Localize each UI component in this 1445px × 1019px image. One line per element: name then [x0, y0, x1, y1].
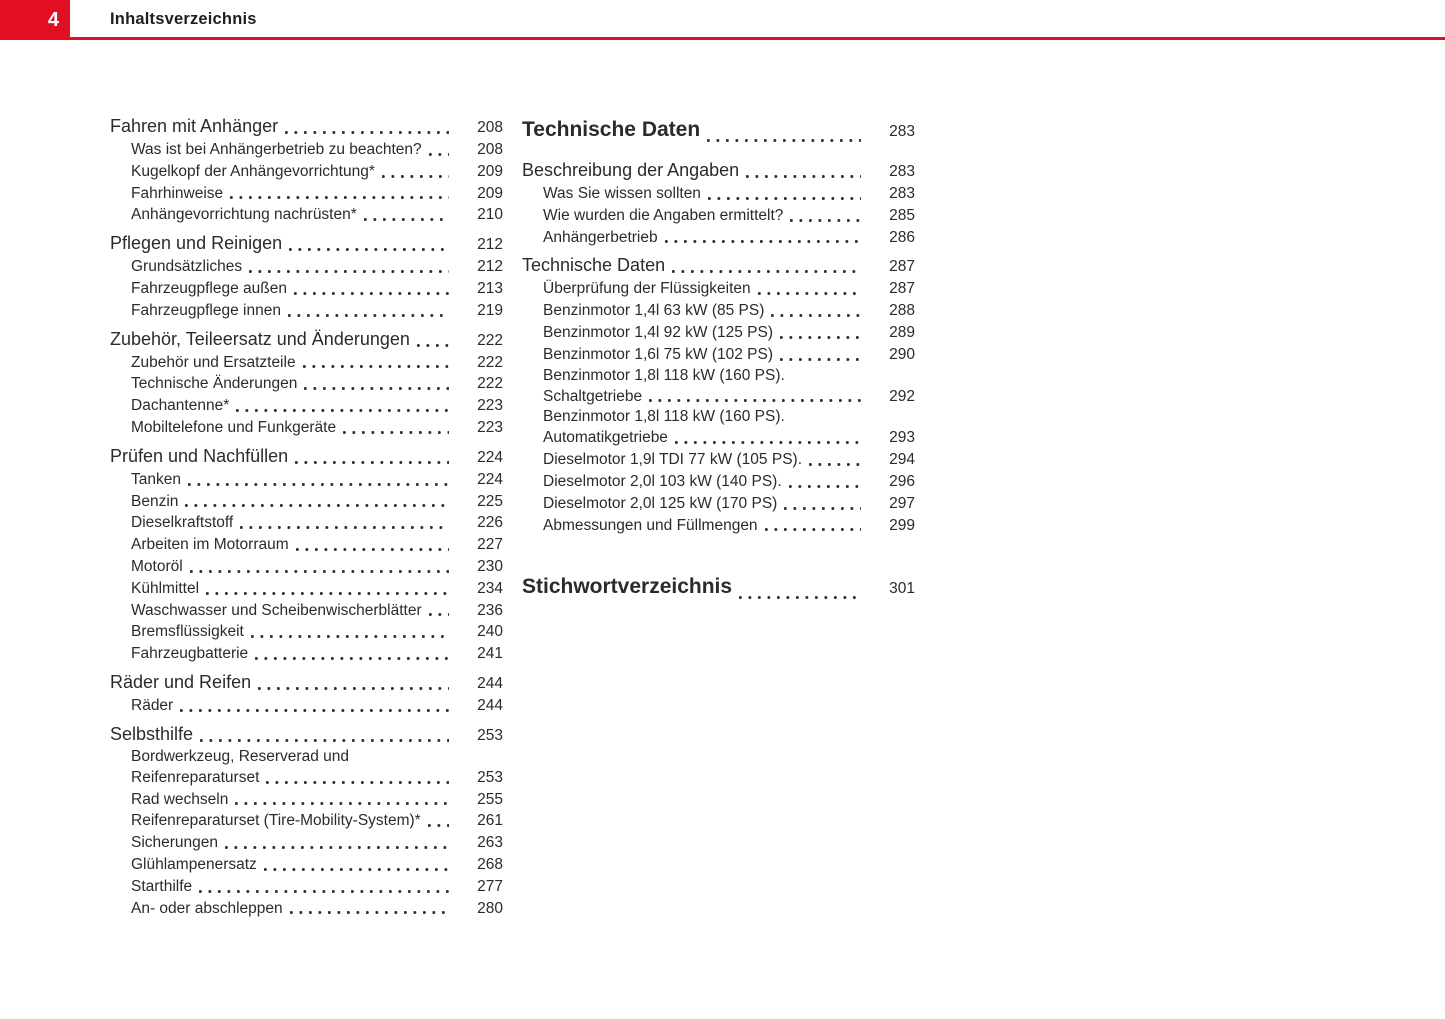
- toc-page-number: 223: [477, 397, 503, 415]
- toc-entry-row: [110, 469, 503, 491]
- toc-entry-row: [522, 471, 915, 493]
- dot-leader: [235, 789, 449, 811]
- dot-leader: [739, 572, 861, 604]
- dot-leader: [364, 204, 449, 226]
- toc-entry-row: [110, 898, 503, 920]
- dot-leader: [206, 578, 449, 600]
- dot-leader: [290, 898, 449, 920]
- toc-entry-row: [110, 491, 503, 513]
- toc-entry-row: [110, 534, 503, 556]
- toc-entry-label: Fahrhinweise: [131, 184, 224, 202]
- toc-entry-row: [110, 183, 503, 205]
- toc-right-column: [522, 115, 915, 919]
- toc-page-number: 283: [889, 185, 915, 202]
- toc-entry-row: [110, 810, 503, 832]
- toc-page-number: 210: [477, 206, 503, 224]
- toc-entry-row: [110, 600, 503, 622]
- toc-page-number: 297: [889, 494, 915, 512]
- toc-chapter-title: Stichwortverzeichnis: [522, 575, 733, 599]
- toc-page-number: 261: [477, 812, 503, 830]
- toc-page-number: 268: [477, 855, 503, 873]
- toc-entry-row: [522, 449, 915, 471]
- toc-page-number: 213: [477, 279, 503, 297]
- toc-entry-label: Fahrzeugbatterie: [131, 645, 249, 663]
- toc-page-number: 263: [477, 834, 503, 852]
- toc-page-number: 253: [477, 726, 503, 744]
- page-header: [0, 0, 1445, 40]
- toc-entry-label: Anhängevorrichtung nachrüsten*: [131, 206, 357, 224]
- toc-entry-row: [110, 512, 503, 534]
- page-title: Inhaltsverzeichnis: [110, 10, 257, 28]
- toc-entry-row: [110, 256, 503, 278]
- toc-page-number: 222: [477, 353, 503, 371]
- toc-entry-label: Benzinmotor 1,8l 118 kW (160 PS).: [543, 408, 785, 426]
- page-number: 4: [47, 8, 59, 31]
- dot-leader: [190, 556, 449, 578]
- toc-entry-row: [110, 643, 503, 665]
- toc-entry-label: Glühlampenersatz: [131, 855, 257, 873]
- dot-leader: [382, 161, 449, 183]
- dot-leader: [746, 159, 861, 183]
- toc-entry-row: [110, 373, 503, 395]
- dot-leader: [249, 256, 449, 278]
- toc-entry-label: Benzinmotor 1,6l 75 kW (102 PS): [543, 345, 774, 363]
- toc-section-title: Pflegen und Reinigen: [110, 233, 283, 254]
- dot-leader: [758, 278, 861, 300]
- toc-page-number: 227: [477, 536, 503, 554]
- toc-entry-label: Benzin: [131, 492, 179, 510]
- toc-page-number: 208: [477, 119, 503, 136]
- dot-leader: [780, 344, 861, 366]
- toc-entry-label: Bremsflüssigkeit: [131, 623, 244, 641]
- toc-entry-label: Überprüfung der Flüssigkeiten: [543, 280, 751, 298]
- toc-page-number: 208: [477, 141, 503, 158]
- toc-entry-label: Reifenreparaturset (Tire-Mobility-System)*: [131, 812, 421, 830]
- toc-entry-row: [522, 407, 915, 427]
- toc-entry-row: [110, 300, 503, 322]
- dot-leader: [707, 115, 861, 147]
- toc-page-number: 255: [477, 790, 503, 808]
- toc-entry-row: [522, 366, 915, 386]
- toc-content: [0, 115, 1445, 919]
- dot-leader: [765, 515, 861, 537]
- toc-entry-label: Benzinmotor 1,4l 92 kW (125 PS): [543, 323, 774, 341]
- dot-leader: [295, 445, 449, 469]
- toc-section-title: Fahren mit Anhänger: [110, 116, 279, 136]
- dot-leader: [225, 832, 449, 854]
- toc-entry-label: Benzinmotor 1,4l 63 kW (85 PS): [543, 302, 765, 320]
- dot-leader: [258, 671, 449, 695]
- toc-page-number: 241: [477, 645, 503, 663]
- dot-leader: [771, 300, 861, 322]
- toc-entry-label: Mobiltelefone und Funkgeräte: [131, 418, 337, 436]
- dot-leader: [296, 534, 449, 556]
- toc-left-column: [110, 115, 503, 919]
- toc-entry-row: [110, 578, 503, 600]
- dot-leader: [199, 876, 449, 898]
- toc-page-number: 292: [889, 387, 915, 405]
- toc-entry-label: Kühlmittel: [131, 579, 200, 597]
- toc-entry-label: Bordwerkzeug, Reserverad und: [131, 747, 349, 765]
- dot-leader: [266, 767, 449, 789]
- dot-leader: [236, 395, 449, 417]
- toc-entry-row: [522, 322, 915, 344]
- toc-section-row: [110, 671, 503, 695]
- toc-page-number: 236: [477, 601, 503, 619]
- dot-leader: [240, 512, 449, 534]
- toc-page-number: 209: [477, 184, 503, 202]
- toc-entry-label: Dieselmotor 2,0l 125 kW (170 PS): [543, 494, 778, 512]
- toc-page-number: 244: [477, 674, 503, 692]
- toc-entry-row: [110, 417, 503, 439]
- dot-leader: [809, 449, 861, 471]
- toc-section-row: [110, 115, 503, 139]
- toc-chapter-title: Technische Daten: [522, 118, 701, 141]
- dot-leader: [428, 810, 449, 832]
- toc-entry-row: [522, 183, 915, 205]
- dot-leader: [230, 183, 449, 205]
- toc-page-number: 293: [889, 429, 915, 447]
- toc-entry-label: Kugelkopf der Anhängevorrichtung*: [131, 162, 375, 180]
- page-number-box: [0, 0, 70, 40]
- toc-entry-label: Dachantenne*: [131, 397, 230, 415]
- toc-entry-label: Was ist bei Anhängerbetrieb zu beachten?: [131, 141, 422, 158]
- dot-leader: [784, 493, 861, 515]
- toc-page-number: 299: [889, 516, 915, 534]
- toc-entry-row: [522, 493, 915, 515]
- toc-page-number: 224: [477, 448, 503, 466]
- toc-page-number: 212: [477, 236, 503, 254]
- toc-page-number: 226: [477, 514, 503, 532]
- toc-entry-row: [110, 621, 503, 643]
- toc-entry-row: [522, 386, 915, 408]
- toc-entry-label: An- oder abschleppen: [131, 899, 283, 917]
- toc-entry-row: [110, 747, 503, 767]
- toc-entry-label: Räder: [131, 696, 174, 714]
- dot-leader: [289, 232, 449, 256]
- toc-entry-row: [110, 832, 503, 854]
- toc-entry-label: Anhängerbetrieb: [543, 228, 658, 246]
- toc-entry-label: Automatikgetriebe: [543, 429, 668, 447]
- toc-entry-label: Arbeiten im Motorraum: [131, 536, 289, 554]
- toc-section-title: Selbsthilfe: [110, 723, 194, 744]
- toc-entry-label: Reifenreparaturset: [131, 768, 260, 786]
- toc-page-number: 287: [889, 258, 915, 276]
- toc-page-number: 219: [477, 301, 503, 319]
- toc-page-number: 240: [477, 623, 503, 641]
- toc-entry-row: [110, 789, 503, 811]
- toc-entry-row: [110, 695, 503, 717]
- dot-leader: [185, 491, 449, 513]
- dot-leader: [675, 427, 861, 449]
- toc-page-number: 224: [477, 470, 503, 488]
- toc-page-number: 209: [477, 162, 503, 180]
- toc-page-number: 283: [889, 123, 915, 140]
- toc-page-number: 289: [889, 323, 915, 341]
- toc-page-number: 288: [889, 302, 915, 320]
- toc-entry-row: [110, 876, 503, 898]
- dot-leader: [649, 386, 861, 408]
- toc-entry-label: Dieselkraftstoff: [131, 514, 234, 532]
- toc-entry-label: Rad wechseln: [131, 790, 229, 808]
- toc-entry-label: Waschwasser und Scheibenwischerblätter: [131, 601, 422, 619]
- toc-page-number: 222: [477, 331, 503, 349]
- toc-entry-label: Schaltgetriebe: [543, 387, 643, 405]
- toc-chapter-row: [522, 115, 915, 147]
- toc-page-number: 212: [477, 258, 503, 276]
- toc-page-number: 290: [889, 345, 915, 363]
- toc-section-row: [110, 232, 503, 256]
- dot-leader: [200, 723, 449, 747]
- dot-leader: [672, 254, 861, 278]
- toc-entry-label: Dieselmotor 2,0l 103 kW (140 PS).: [543, 472, 782, 490]
- dot-leader: [285, 115, 449, 139]
- toc-entry-label: Grundsätzliches: [131, 258, 243, 276]
- toc-page-number: 253: [477, 768, 503, 786]
- toc-entry-label: Sicherungen: [131, 834, 219, 852]
- toc-page-number: 234: [477, 579, 503, 597]
- dot-leader: [255, 643, 449, 665]
- dot-leader: [789, 471, 861, 493]
- toc-entry-row: [110, 854, 503, 876]
- dot-leader: [343, 417, 449, 439]
- dot-leader: [708, 183, 861, 205]
- toc-page-number: 244: [477, 696, 503, 714]
- toc-entry-label: Wie wurden die Angaben ermittelt?: [543, 206, 784, 224]
- toc-entry-label: Dieselmotor 1,9l TDI 77 kW (105 PS).: [543, 451, 802, 469]
- toc-entry-row: [522, 205, 915, 227]
- toc-entry-row: [522, 344, 915, 366]
- toc-page-number: 285: [889, 206, 915, 224]
- toc-entry-label: Fahrzeugpflege innen: [131, 301, 281, 319]
- toc-entry-label: Technische Änderungen: [131, 375, 298, 393]
- toc-entry-label: Fahrzeugpflege außen: [131, 279, 287, 297]
- dot-leader: [429, 600, 449, 622]
- toc-entry-row: [110, 352, 503, 374]
- toc-section-title: Technische Daten: [522, 255, 666, 276]
- toc-section-row: [110, 723, 503, 747]
- dot-leader: [304, 373, 449, 395]
- toc-page-number: 223: [477, 418, 503, 436]
- toc-entry-label: Was Sie wissen sollten: [543, 185, 701, 202]
- dot-leader: [251, 621, 449, 643]
- toc-page-number: 283: [889, 163, 915, 180]
- toc-entry-label: Tanken: [131, 470, 181, 488]
- toc-entry-row: [110, 767, 503, 789]
- toc-chapter-row: [522, 572, 915, 604]
- toc-entry-label: Motoröl: [131, 557, 183, 575]
- toc-page-number: 301: [889, 580, 915, 598]
- toc-entry-row: [110, 204, 503, 226]
- toc-section-row: [110, 328, 503, 352]
- toc-page-number: 280: [477, 899, 503, 917]
- toc-entry-row: [110, 139, 503, 161]
- toc-entry-row: [522, 227, 915, 249]
- toc-section-title: Räder und Reifen: [110, 671, 252, 692]
- dot-leader: [303, 352, 449, 374]
- toc-section-row: [522, 159, 915, 183]
- toc-page-number: 286: [889, 228, 915, 246]
- toc-entry-label: Benzinmotor 1,8l 118 kW (160 PS).: [543, 366, 785, 384]
- toc-page-number: 225: [477, 492, 503, 510]
- dot-leader: [294, 278, 449, 300]
- toc-page-number: 222: [477, 375, 503, 393]
- dot-leader: [180, 695, 449, 717]
- dot-leader: [429, 139, 449, 161]
- toc-entry-row: [110, 278, 503, 300]
- dot-leader: [188, 469, 449, 491]
- dot-leader: [790, 205, 861, 227]
- toc-entry-row: [522, 427, 915, 449]
- toc-page-number: 294: [889, 451, 915, 469]
- dot-leader: [417, 328, 449, 352]
- toc-page-number: 287: [889, 280, 915, 298]
- dot-leader: [264, 854, 449, 876]
- toc-section-title: Zubehör, Teileersatz und Änderungen: [110, 328, 410, 349]
- toc-section-row: [522, 254, 915, 278]
- toc-section-title: Beschreibung der Angaben: [522, 160, 740, 180]
- dot-leader: [665, 227, 861, 249]
- toc-entry-label: Zubehör und Ersatzteile: [131, 353, 296, 371]
- dot-leader: [780, 322, 861, 344]
- toc-entry-label: Abmessungen und Füllmengen: [543, 516, 758, 534]
- toc-entry-row: [110, 556, 503, 578]
- toc-entry-row: [522, 515, 915, 537]
- toc-entry-row: [110, 395, 503, 417]
- toc-entry-row: [522, 300, 915, 322]
- toc-section-title: Prüfen und Nachfüllen: [110, 445, 289, 466]
- toc-page-number: 230: [477, 557, 503, 575]
- toc-page-number: 277: [477, 877, 503, 895]
- toc-entry-row: [110, 161, 503, 183]
- toc-entry-row: [522, 278, 915, 300]
- toc-page-number: 296: [889, 472, 915, 490]
- toc-entry-label: Starthilfe: [131, 877, 193, 895]
- dot-leader: [288, 300, 449, 322]
- toc-section-row: [110, 445, 503, 469]
